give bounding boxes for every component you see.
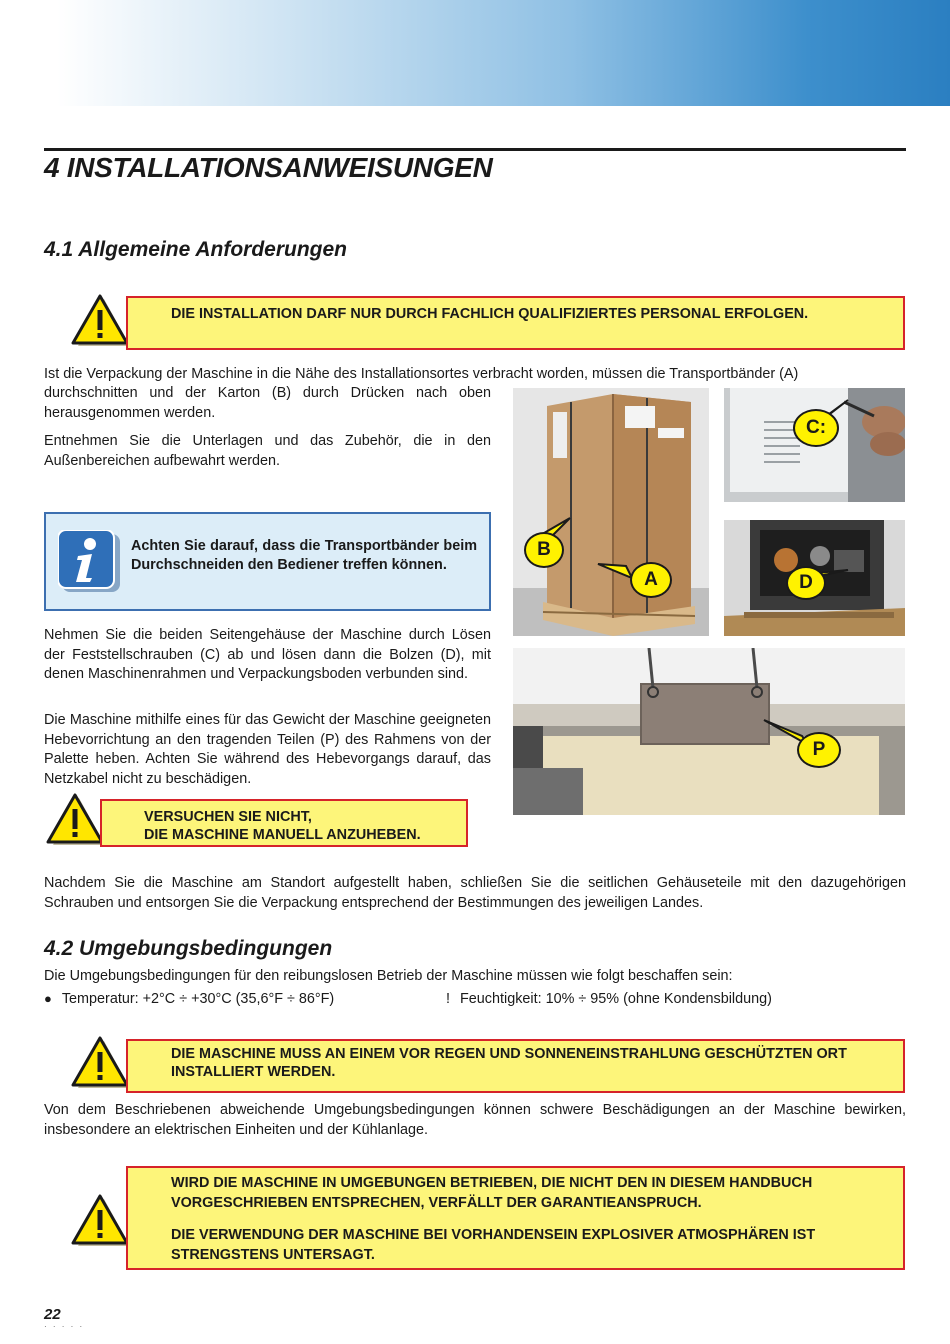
warning-box-manual-lifting — [100, 799, 468, 847]
bullet-humidity — [446, 991, 772, 1007]
warning-icon — [70, 1035, 132, 1091]
paragraph-environment-intro: Die Umgebungsbedingungen für den reibungslosen Betrieb der Maschine müssen wie folgt beschaffen sein: — [44, 968, 733, 984]
info-box-transport-straps — [44, 512, 491, 611]
warning-text-line2: DIE MASCHINE MANUELL ANZUHEBEN. — [144, 827, 421, 843]
warning-box-qualified-personnel — [126, 296, 905, 350]
paragraph-documents: Entnehmen Sie die Unterlagen und das Zubehör, die in den Außenbereichen aufbewahrt werden. — [44, 433, 491, 469]
warning-text-line1: VERSUCHEN SIE NICHT, — [144, 809, 312, 825]
warning-icon — [45, 792, 107, 848]
page-number: 22 — [44, 1306, 61, 1323]
bullet-dot: ● — [44, 991, 52, 1006]
subsection-title-4-2: 4.2 Umgebungsbedingungen — [44, 937, 333, 960]
temperature-text: Temperatur: +2°C ÷ +30°C (35,6°F ÷ 86°F) — [61, 991, 335, 1007]
paragraph-damage: Von dem Beschriebenen abweichende Umgebungsbedingungen können schwere Beschädigungen an der Maschine bewirken, insbesondere an elektrischen Einheiten und der Kühlanlage. — [44, 1102, 906, 1138]
paragraph-closing-panels: Nachdem Sie die Maschine am Standort aufgestellt haben, schließen Sie die seitlichen Gehäuseteile mit den dazugehörigen Schrauben und entsorgen Sie die Verpackung entsprechend der Bestimmungen des jeweiligen Landes. — [44, 875, 906, 911]
info-text: Achten Sie darauf, dass die Transportbänder beim Durchschneiden den Bediener treffen können. — [131, 538, 477, 573]
callout-label-p: P — [797, 732, 841, 768]
info-icon — [58, 530, 120, 594]
paragraph-side-panels: Nehmen Sie die beiden Seitengehäuse der Maschine durch Lösen der Feststellschrauben (C) ab und lösen dann die Bolzen (D), mit denen Maschinenrahmen und Verpackungsboden verbunden sind. — [44, 627, 491, 682]
warning-icon — [70, 1193, 132, 1249]
callout-label-c: C: — [793, 409, 839, 447]
bullet-marker: ! — [446, 991, 450, 1007]
warning-box-weather-protection — [126, 1039, 905, 1093]
warning-icon — [70, 293, 132, 349]
subsection-title-4-1: 4.1 Allgemeine Anforderungen — [44, 238, 347, 261]
callout-label-a: A — [630, 562, 672, 598]
callout-label-d: D — [786, 566, 826, 600]
section-title: 4 INSTALLATIONSANWEISUNGEN — [44, 152, 493, 183]
bullet-temperature — [44, 991, 334, 1007]
paragraph-lifting: Die Maschine mithilfe eines für das Gewicht der Maschine geeigneten Hebevorrichtung an den tragenden Teilen (P) des Rahmens von der Palette heben. Achten Sie während des Hebevorgangs darauf, das Netzkabel nicht zu beschädigen. — [44, 712, 491, 787]
footer-dots: · · · · · — [44, 1322, 85, 1331]
paragraph-packaging-continued: durchschnitten und der Karton (B) durch Drücken nach oben herausgenommen werden. — [44, 385, 491, 421]
photo-lifting-point — [513, 648, 905, 815]
warning-text: DIE INSTALLATION DARF NUR DURCH FACHLICH QUALIFIZIERTES PERSONAL ERFOLGEN. — [171, 306, 809, 322]
warning-text-warranty: WIRD DIE MASCHINE IN UMGEBUNGEN BETRIEBEN, DIE NICHT DEN IN DIESEM HANDBUCH VORGESCHRIEBEN ENTSPRECHEN, VERFÄLLT DER GARANTIEANSPRUCH. — [171, 1175, 813, 1211]
warning-box-warranty-explosive — [126, 1166, 905, 1270]
callout-label-b: B — [524, 532, 564, 568]
humidity-text: Feuchtigkeit: 10% ÷ 95% (ohne Kondensbildung) — [460, 991, 772, 1007]
warning-text: DIE MASCHINE MUSS AN EINEM VOR REGEN UND SONNENEINSTRAHLUNG GESCHÜTZTEN ORT INSTALLIERT WERDEN. — [171, 1046, 847, 1080]
paragraph-packaging: Ist die Verpackung der Maschine in die Nähe des Installationsortes verbracht worden, müssen die Transportbänder (A) — [44, 366, 799, 382]
photo-packed-machine — [513, 388, 709, 636]
title-rule — [44, 148, 906, 151]
header-band — [0, 0, 950, 106]
warning-text-explosive: DIE VERWENDUNG DER MASCHINE BEI VORHANDENSEIN EXPLOSIVER ATMOSPHÄREN IST STRENGSTENS UNTERSAGT. — [171, 1227, 816, 1263]
